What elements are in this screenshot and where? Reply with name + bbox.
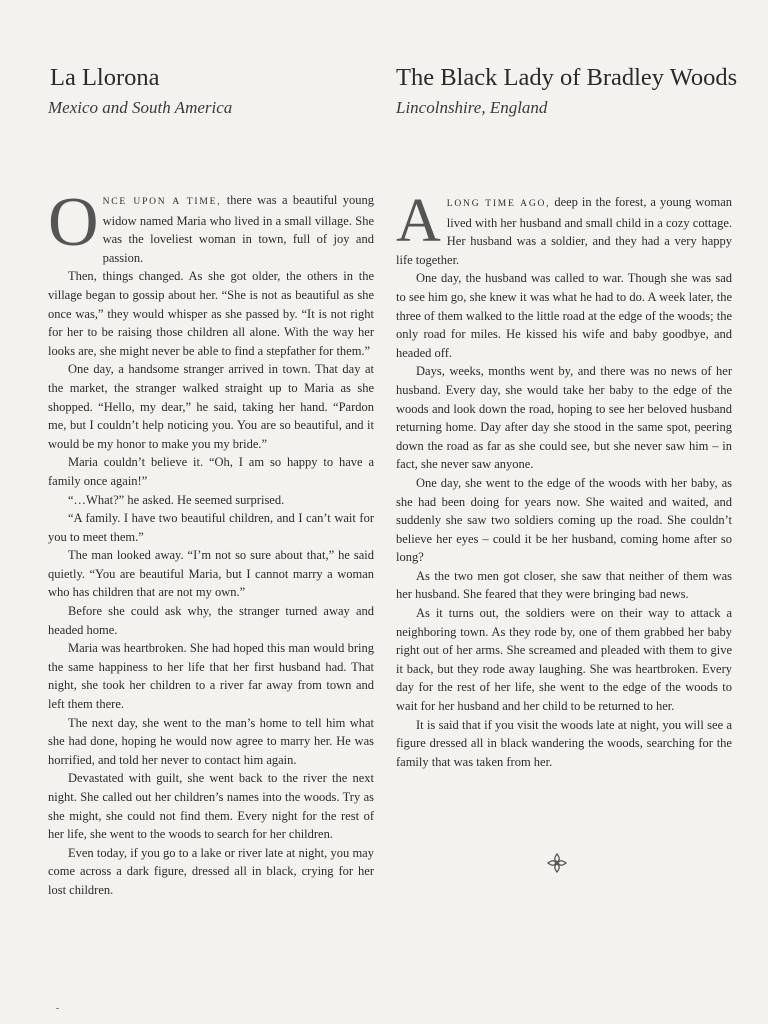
paragraph: As the two men got closer, she saw that neither of them was her husband. She feared that they were bringing bad news. xyxy=(396,568,732,602)
opening-smallcaps: LONG TIME AGO, xyxy=(446,199,551,209)
story-title: The Black Lady of Bradley Woods xyxy=(396,64,738,91)
paragraph: Even today, if you go to a lake or river late at night, you may come across a dark figure, dressed all in black, crying for her lost children. xyxy=(48,845,374,897)
floral-ornament-icon xyxy=(546,852,568,874)
paragraph: As it turns out, the soldiers were on their way to attack a neighboring town. As they rode by, one of them grabbed her baby right out of her arms. She screamed and pleaded with them to give it back, but they rode away laughing. She was heartbroken. Every day for the rest of her life, she went to the edge of the woods to wait for her husband and her child to be returned to her. xyxy=(396,606,732,714)
paragraph: Days, weeks, months went by, and there was no news of her husband. Every day, she would take her baby to the edge of the woods and look down the road, hoping to see her beloved husband returning home. Day after day she stood in the same spot, peering down the road as far as she could see, but she never saw him – in fact, she never saw anyone. xyxy=(396,364,732,472)
drop-cap: A xyxy=(396,187,441,255)
opening-smallcaps: NCE UPON A TIME, xyxy=(102,197,222,207)
opening-paragraph xyxy=(396,187,733,269)
paragraph: It is said that if you visit the woods late at night, you will see a figure dressed all in black wandering the woods, searching for the family that was taken from her. xyxy=(396,717,732,769)
paragraph: Then, things changed. As she got older, the others in the village began to gossip about her. “She is not as beautiful as she once was,” they would whisper as she passed by. “It is not right for her to be raising those children all alone. With the way her looks are, she might never be able to find a stepfather for them.” xyxy=(48,269,374,358)
story-subtitle: Lincolnshire, England xyxy=(396,98,548,117)
scan-speck xyxy=(56,1008,59,1009)
paragraph: One day, a handsome stranger arrived in town. That day at the market, the stranger walked straight up to Maria as she shopped. “Hello, my dear,” he said, taking her hand. “Pardon me, but I couldn’t help noticing you. You are so beautiful, and it would be my honor to make you my bride.” xyxy=(48,362,374,451)
paragraph: Devastated with guilt, she went back to the river the next night. She called out her children’s names into the woods. Try as she might, she could not find them. Every night for the rest of her life, she went to the woods to search for her children. xyxy=(48,771,374,842)
paragraph: Maria couldn’t believe it. “Oh, I am so happy to have a family once again!” xyxy=(48,455,374,488)
drop-cap: O xyxy=(48,184,99,261)
story-subtitle: Mexico and South America xyxy=(48,98,233,117)
opening-text: there was a beautiful young widow named Maria who lived in a small village. She was the loveliest woman in town, full of joy and passion. xyxy=(102,193,374,265)
opening-paragraph xyxy=(48,184,374,267)
story-title: La Llorona xyxy=(50,64,160,91)
paragraph: One day, she went to the edge of the woods with her baby, as she had been doing for years now. She waited and waited, and suddenly she saw two soldiers coming up the road. She couldn’t believe her eyes – could it be her husband, coming home after so long? xyxy=(396,475,732,565)
story-body xyxy=(396,187,733,771)
paragraph: One day, the husband was called to war. Though she was sad to see him go, she knew it was what he had to do. A week later, the three of them walked to the little road at the edge of the woods; the only road for miles. He kissed his wife and baby goodbye, and headed off. xyxy=(396,271,732,360)
paragraph: “A family. I have two beautiful children, and I can’t wait for you to meet them.” xyxy=(48,511,374,544)
paragraph: “…What?” he asked. He seemed surprised. xyxy=(68,492,285,507)
opening-text: deep in the forest, a young woman lived with her husband and small child in a cozy cottage. Her husband was a soldier, and they had a very happy life together. xyxy=(396,195,733,267)
paragraph: The next day, she went to the man’s home to tell him what she had done, hoping he would now agree to marry her. He was horrified, and told her never to contact him again. xyxy=(48,715,374,767)
story-body xyxy=(48,184,374,900)
paragraph: The man looked away. “I’m not so sure about that,” he said quietly. “You are beautiful Maria, but I cannot marry a woman who has children that are not my own.” xyxy=(48,548,374,600)
paragraph: Before she could ask why, the stranger turned away and headed home. xyxy=(48,604,374,637)
paragraph: Maria was heartbroken. She had hoped this man would bring the same happiness to her life that her first husband had. That night, she took her children to a river far away from town and left them there. xyxy=(48,641,374,712)
